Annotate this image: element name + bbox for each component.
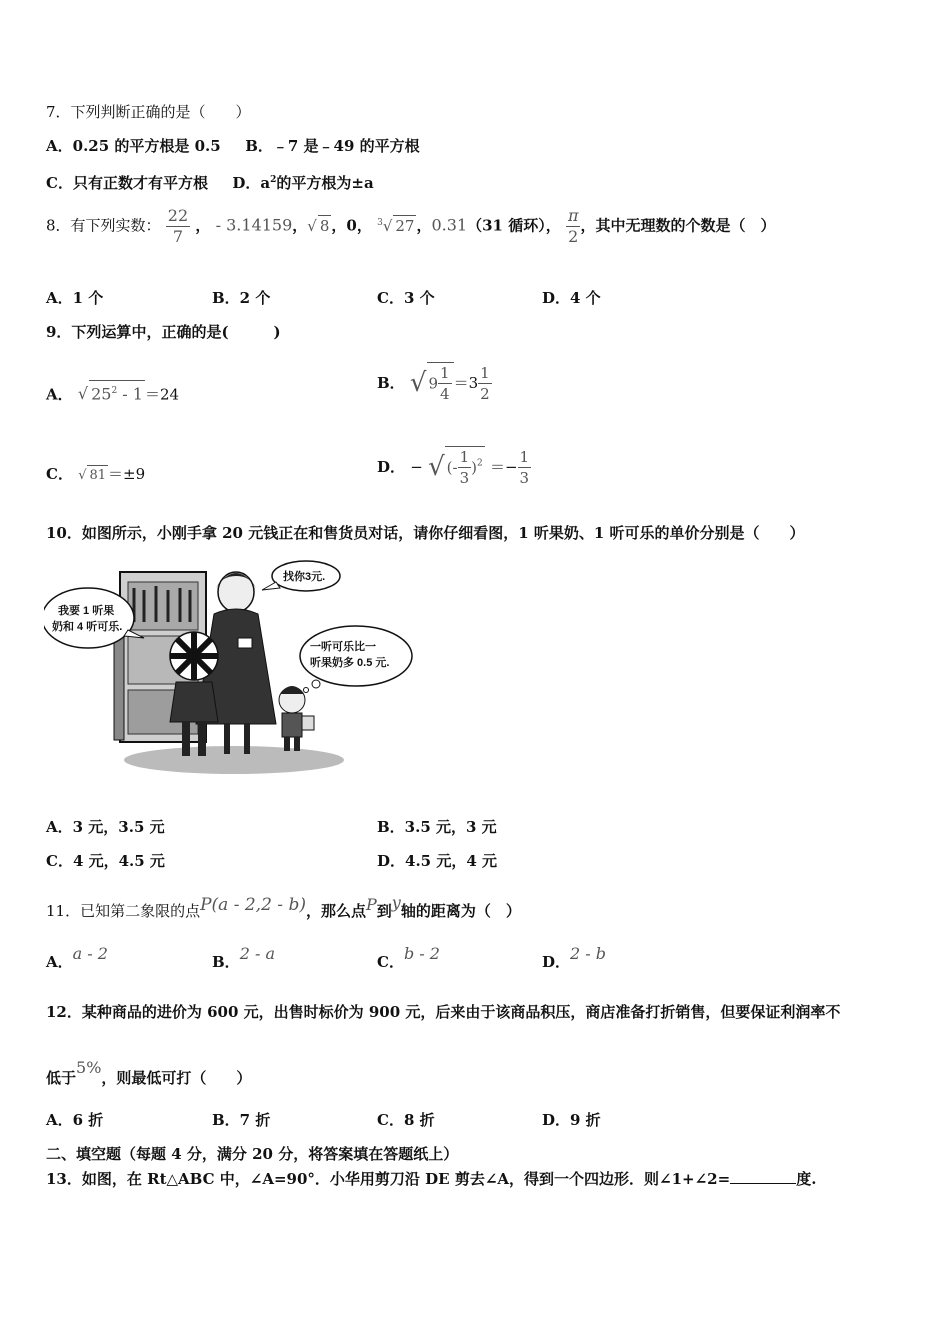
q12-option-d: D．9 折 xyxy=(542,1111,601,1129)
q7-option-c: C．只有正数才有平方根 xyxy=(46,174,208,192)
q8-sqrt-8: √ 8 xyxy=(307,216,330,235)
q9-d-den: 3 xyxy=(459,469,470,487)
q8-comma-4: ， xyxy=(416,216,432,235)
q9-b-int: 9 xyxy=(428,374,439,393)
q9-a-sup: 2 xyxy=(111,386,118,396)
q12-stem-line1: 12．某种商品的进价为 600 元，出售时标价为 900 元，后来由于该商品积压，商店准备打折销售，但要保证利润率不 xyxy=(46,1003,841,1021)
q9-b-num: 1 xyxy=(440,364,450,382)
q11-c-label: C． xyxy=(377,953,404,971)
q8-repeating-note: （31 循环）， xyxy=(467,216,561,235)
q8-suffix: ，其中无理数的个数是（ ） xyxy=(580,216,776,235)
q12-percent: 5% xyxy=(76,1058,102,1077)
q8-f1-num: 22 xyxy=(167,206,189,225)
q9-d-rden: 3 xyxy=(519,468,530,487)
q7-options-cd xyxy=(46,170,374,193)
q13-pre: 13．如图，在 Rt△ABC 中，∠A=90°．小华用剪刀沿 DE 剪去∠A，得到一个四边形．则∠1+∠2= xyxy=(46,1170,731,1188)
q11-middle: ，那么点 xyxy=(305,902,366,920)
section-2-heading: 二、填空题（每题 4 分，满分 20 分，将答案填在答题纸上） xyxy=(46,1145,459,1163)
q9-b-den: 4 xyxy=(440,385,450,403)
bubble-small-boy-line2: 听果奶多 0.5 元. xyxy=(310,657,390,669)
q10-cartoon-illustration xyxy=(44,560,414,780)
q11-a-label: A． xyxy=(46,953,73,971)
q9-option-d xyxy=(377,446,531,488)
q8-repeating-decimal: 0.31 xyxy=(431,215,468,235)
q13-answer-blank[interactable] xyxy=(730,1169,796,1184)
q12-line2-post: ，则最低可打（ ） xyxy=(101,1069,252,1087)
q7-option-d-sup: 2 xyxy=(270,175,277,185)
q9-option-c xyxy=(46,464,145,486)
q10-option-b: B．3.5 元，3 元 xyxy=(377,818,497,836)
q9-a-label: A． xyxy=(46,385,73,404)
q9-d-num: 1 xyxy=(459,448,470,466)
q11-option-c xyxy=(377,942,440,974)
q11-suffix: 轴的距离为（ ） xyxy=(400,902,521,920)
q12-option-b: B．7 折 xyxy=(212,1111,271,1129)
q9-b-radicand xyxy=(427,362,454,404)
q12-stem-line2 xyxy=(46,1054,251,1092)
q9-d-open: (- xyxy=(446,458,458,477)
q10-option-a: A．3 元，3.5 元 xyxy=(46,818,165,836)
q9-c-label: C． xyxy=(46,465,73,483)
q7-option-a: A．0.25 的平方根是 0.5 xyxy=(46,137,221,155)
q9-d-sup: 2 xyxy=(476,458,483,469)
q8-comma-1: ， xyxy=(195,216,211,235)
q8-f7-num: π xyxy=(567,206,579,225)
q12-option-a: A．6 折 xyxy=(46,1111,104,1129)
q11-b-label: B． xyxy=(212,953,240,971)
q13-post: 度. xyxy=(796,1170,817,1188)
q9-d-label: D． xyxy=(377,458,406,476)
q9-option-a xyxy=(46,380,179,404)
q13-stem xyxy=(46,1169,816,1189)
q9-d-result: ＝− xyxy=(489,458,518,476)
thought-bubble-small-boy xyxy=(300,626,412,693)
q7-options-ab xyxy=(46,136,420,156)
q11-axis-y: y xyxy=(391,893,401,912)
q11-stem xyxy=(46,889,521,925)
q9-d-radical-sign: √ xyxy=(428,452,445,482)
q7-stem: 7．下列判断正确的是（ ） xyxy=(46,103,251,121)
q11-d-label: D． xyxy=(542,953,571,971)
q8-number: 8．有下列实数： xyxy=(46,216,161,235)
q9-b-rnum: 1 xyxy=(480,363,490,382)
q11-to: 到 xyxy=(376,902,392,920)
q8-option-a: A．1 个 xyxy=(46,289,104,307)
q9-b-label: B． xyxy=(377,374,405,392)
q7-option-d-prefix: D．a xyxy=(232,174,271,192)
q11-point: P(a - 2,2 - b) xyxy=(200,895,306,915)
q9-a-rest: - 1 xyxy=(117,384,143,404)
q9-a-result: ＝24 xyxy=(144,385,180,404)
q8-num-pi-approx: - 3.14159 xyxy=(215,215,293,235)
q9-b-radical-sign: √ xyxy=(409,368,427,398)
q11-point-p: P xyxy=(365,895,377,914)
bubble-boy-line1: 我要 1 听果 xyxy=(58,605,115,617)
q9-b-rden: 2 xyxy=(480,384,490,403)
q9-d-rnum: 1 xyxy=(519,447,530,466)
q11-option-b xyxy=(212,942,275,974)
q9-a-base: 25 xyxy=(91,384,112,404)
q9-d-minus: − xyxy=(410,458,423,476)
q12-option-c: C．8 折 xyxy=(377,1111,435,1129)
q9-c-radicand: 81 xyxy=(87,465,108,486)
q9-stem xyxy=(46,322,281,342)
bubble-small-boy-line1: 一听可乐比一 xyxy=(310,641,376,653)
bubble-boy-line2: 奶和 4 听可乐. xyxy=(52,621,123,633)
small-boy-figure xyxy=(279,686,314,751)
q8-option-c: C．3 个 xyxy=(377,289,435,307)
q7-option-b: B．﹣7 是﹣49 的平方根 xyxy=(245,137,420,155)
q11-b-expr: 2 - a xyxy=(239,944,275,963)
q8-f1-den: 7 xyxy=(166,226,190,247)
q9-d-radicand xyxy=(445,446,485,488)
q10-stem: 10．如图所示，小刚手拿 20 元钱正在和售货员对话，请你仔细看图，1 听果奶、1 听可乐的单价分别是（ ） xyxy=(46,524,805,542)
q9-a-radical: √ $25^2 - 1$ xyxy=(78,384,145,403)
q12-line2-pre: 低于 xyxy=(46,1069,77,1087)
q9-option-b xyxy=(377,362,492,404)
q10-option-c: C．4 元，4.5 元 xyxy=(46,852,165,870)
q8-comma-3: ， xyxy=(331,216,347,235)
q11-a-expr: a - 2 xyxy=(72,944,108,963)
q9-c-radical: √ 81 xyxy=(78,468,108,483)
q8-sqrt-8-value: 8 xyxy=(319,216,330,235)
q9-c-result: ＝±9 xyxy=(108,465,146,483)
q8-f7-den: 2 xyxy=(566,226,581,247)
q11-c-expr: b - 2 xyxy=(403,944,440,963)
q8-option-b: B．2 个 xyxy=(212,289,271,307)
q11-option-a xyxy=(46,942,108,974)
q8-fraction-22-7 xyxy=(166,206,190,247)
q8-cbrt-27-value: 27 xyxy=(395,216,415,235)
q10-option-d: D．4.5 元，4 元 xyxy=(377,852,497,870)
q8-zero: 0， xyxy=(346,216,372,235)
speech-bubble-saleswoman xyxy=(262,561,340,591)
q9-stem-text: 9．下列运算中，正确的是( ) xyxy=(46,323,281,341)
q7-option-d-suffix: 的平方根为±a xyxy=(276,174,374,192)
bubble-saleswoman-text: 找你3元. xyxy=(283,571,326,583)
q8-comma-2: ， xyxy=(292,216,308,235)
ground-shadow xyxy=(124,746,344,774)
q11-d-expr: 2 - b xyxy=(570,944,607,963)
q9-b-result: ＝3 xyxy=(453,374,479,392)
q11-prefix: 11．已知第二象限的点 xyxy=(46,902,201,920)
q8-fraction-pi-2 xyxy=(566,206,581,247)
q8-cbrt-index: 3 xyxy=(377,217,383,228)
q8-stem xyxy=(46,206,776,247)
q9-d-close: ) xyxy=(471,458,477,477)
q11-option-d xyxy=(542,942,606,974)
q8-option-d: D．4 个 xyxy=(542,289,601,307)
q8-cbrt-27: $^3$√ 27 xyxy=(377,216,415,235)
